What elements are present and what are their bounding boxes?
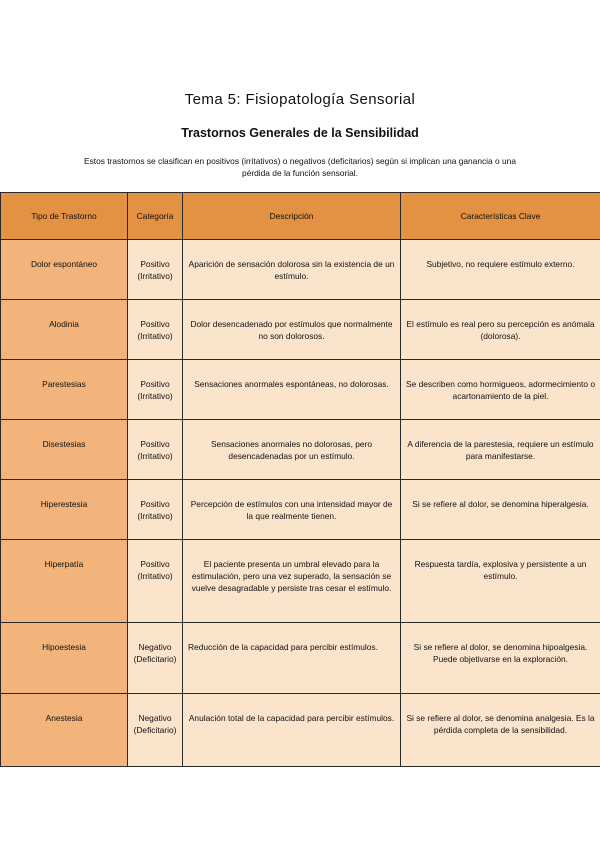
cell-caracteristicas: El estímulo es real pero su percepción es anómala (dolorosa).	[406, 319, 595, 341]
cell-tipo: Hipoestesia	[42, 642, 86, 652]
cell-tipo: Parestesias	[42, 379, 86, 389]
table-row	[1, 623, 600, 694]
cell-caracteristicas: Subjetivo, no requiere estímulo externo.	[426, 259, 575, 269]
cell-caracteristicas: A diferencia de la parestesia, requiere un estímulo para manifestarse.	[407, 439, 594, 461]
table-row	[1, 240, 600, 300]
cell-caracteristicas: Respuesta tardía, explosiva y persistente a un estímulo.	[414, 559, 587, 581]
cell-descripcion: Anulación total de la capacidad para percibir estímulos.	[188, 713, 395, 723]
cell-categoria: Positivo (Irritativo)	[137, 439, 173, 461]
header-categoria: Categoría	[128, 193, 183, 240]
cell-descripcion: Percepción de estímulos con una intensidad mayor de la que realmente tienen.	[190, 499, 393, 521]
table-row	[1, 300, 600, 360]
cell-categoria: Negativo (Deficitario)	[133, 713, 177, 735]
cell-categoria: Positivo (Irritativo)	[137, 259, 173, 281]
section-subtitle: Trastornos Generales de la Sensibilidad	[181, 126, 419, 140]
cell-tipo: Hiperpatía	[44, 559, 84, 569]
cell-descripcion: Sensaciones anormales no dolorosas, pero desencadenadas por un estímulo.	[210, 439, 373, 461]
cell-descripcion: El paciente presenta un umbral elevado para la estimulación, pero una vez superado, la sensación se vuelve desagradable y persiste tras cesar el estímulo.	[191, 559, 392, 593]
cell-tipo: Dolor espontáneo	[30, 259, 98, 269]
table-row	[1, 360, 600, 420]
header-tipo: Tipo de Trastorno	[1, 193, 128, 240]
cell-tipo: Disestesias	[42, 439, 86, 449]
cell-categoria: Positivo (Irritativo)	[137, 319, 173, 341]
table-row	[1, 540, 600, 623]
cell-caracteristicas: Si se refiere al dolor, se denomina hipoalgesia. Puede objetivarse en la exploración.	[413, 642, 588, 664]
cell-descripcion: Sensaciones anormales espontáneas, no dolorosas.	[194, 379, 389, 389]
table-header-row	[1, 193, 600, 240]
table-row	[1, 694, 600, 767]
cell-caracteristicas: Se describen como hormigueos, adormecimiento o acartonamiento de la piel.	[406, 379, 595, 401]
header-caracteristicas: Características Clave	[401, 193, 600, 240]
cell-categoria: Positivo (Irritativo)	[137, 559, 173, 581]
cell-categoria: Positivo (Irritativo)	[137, 499, 173, 521]
header-descripcion: Descripción	[183, 193, 401, 240]
cell-categoria: Positivo (Irritativo)	[137, 379, 173, 401]
disorders-table	[0, 192, 600, 767]
page-title: Tema 5: Fisiopatología Sensorial	[184, 91, 416, 108]
cell-descripcion: Aparición de sensación dolorosa sin la existencia de un estímulo.	[188, 259, 395, 281]
table-row	[1, 420, 600, 480]
cell-tipo: Alodinia	[49, 319, 79, 329]
cell-caracteristicas: Si se refiere al dolor, se denomina analgesia. Es la pérdida completa de la sensibilidad.	[406, 713, 595, 735]
cell-descripcion: Reducción de la capacidad para percibir estímulos.	[188, 642, 378, 652]
intro-paragraph: Estos trastornos se clasifican en positivos (irritativos) o negativos (deficitarios) según si implican una ganancia o una pérdida de la función sensorial.	[84, 156, 516, 178]
cell-tipo: Anestesia	[45, 713, 83, 723]
cell-descripcion: Dolor desencadenado por estímulos que normalmente no son dolorosos.	[190, 319, 393, 341]
cell-categoria: Negativo (Deficitario)	[133, 642, 177, 664]
table-row	[1, 480, 600, 540]
cell-caracteristicas: Si se refiere al dolor, se denomina hiperalgesia.	[412, 499, 589, 509]
cell-tipo: Hiperestesia	[40, 499, 88, 509]
